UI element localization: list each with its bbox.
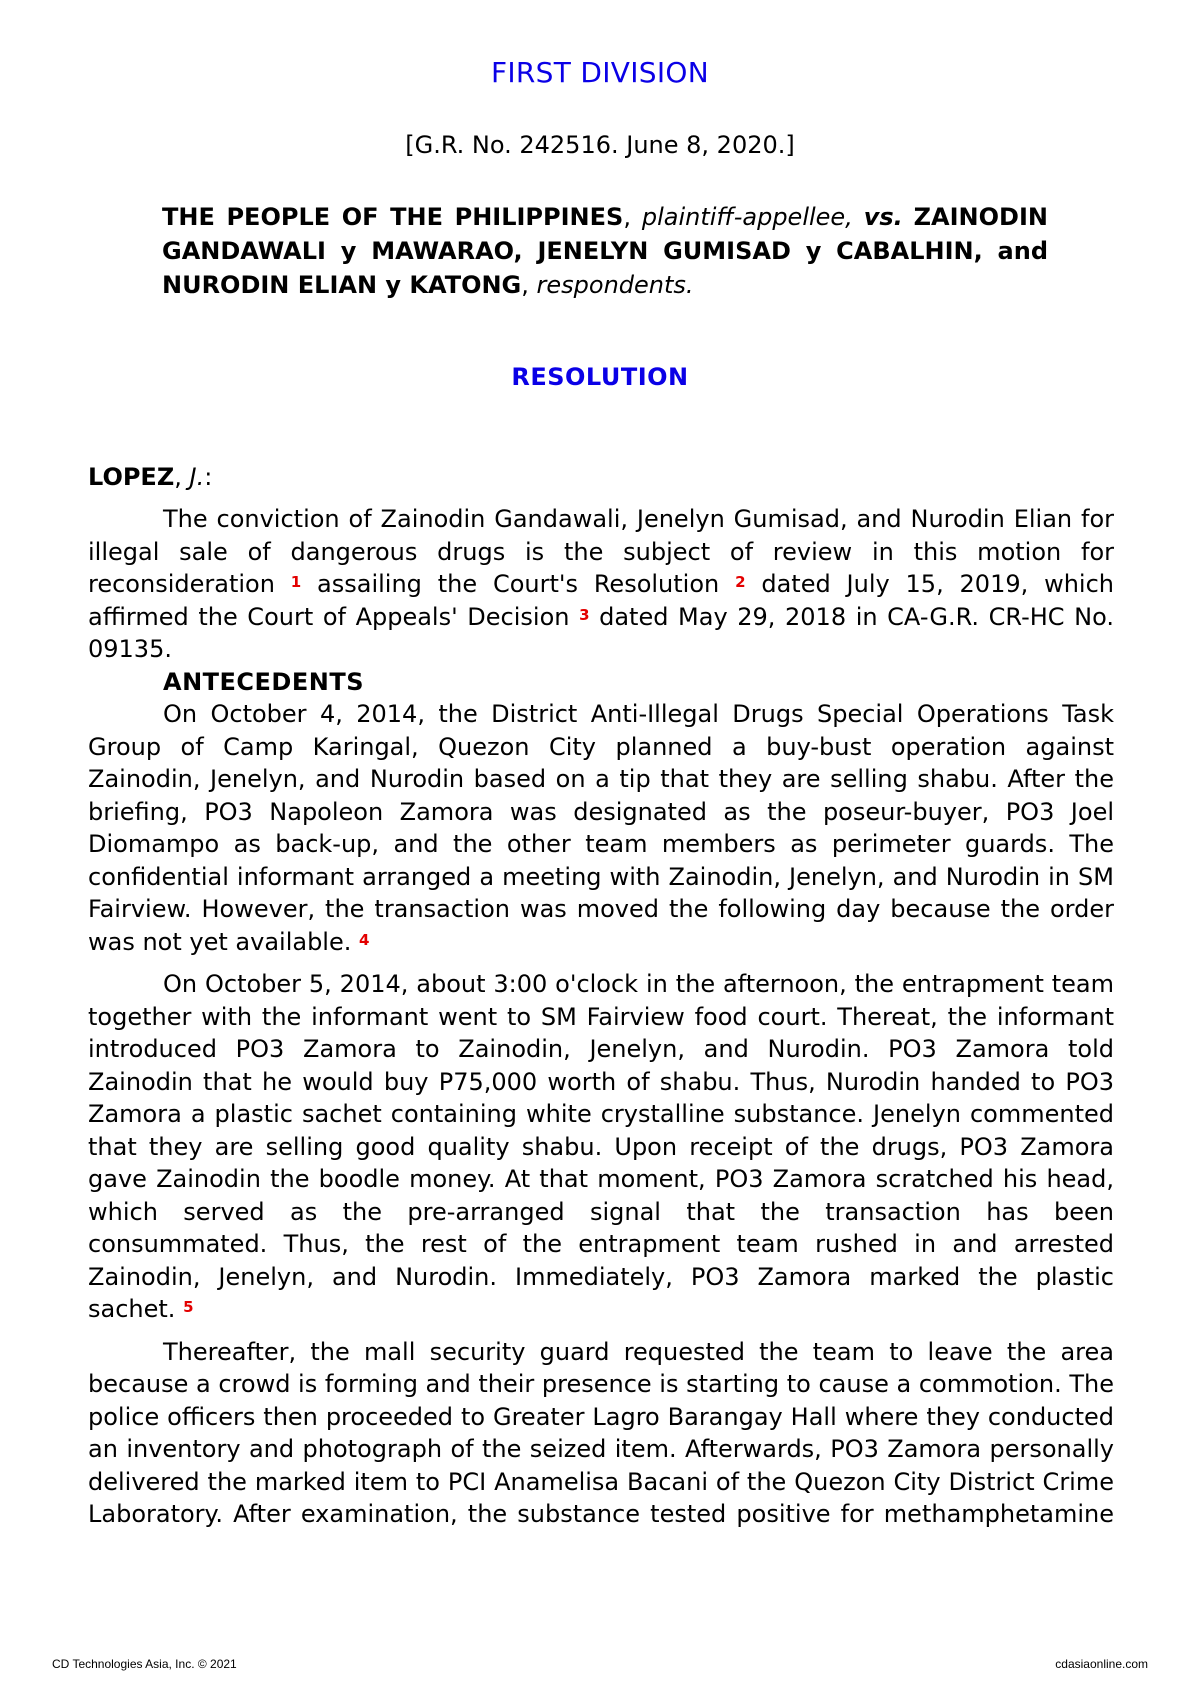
plaintiff-role: plaintiff-appellee, [641,203,853,231]
versus-label: vs. [863,203,903,231]
paragraph-4: Thereafter, the mall security guard requested the team to leave the area because a crowd is forming and their presence is starting to cause a commotion. The police officers then proceeded to Greater Lagro Barangay Hall where they conducted an inventory and photograph of the seized item. Afterwards, PO3 Zamora personally delivered the marked item to PCI Anamelisa Bacani of the Quezon City District Crime Laboratory. After examination, the substance tested positive for methamphetamine [88,1337,1114,1528]
footnote-link-5[interactable]: 5 [183,1298,194,1316]
resolution-body [88,503,1114,1531]
respondents-role: respondents. [536,271,694,299]
footnote-link-1[interactable]: 1 [290,573,302,591]
paragraph-3: On October 5, 2014, about 3:00 o'clock in the afternoon, the entrapment team together with the informant went to SM Fairview food court. Thereat, the informant introduced PO3 Zamora to Zainodin, Jenelyn, and Nurodin. PO3 Zamora told Zainodin that he would buy P75,000 worth of shabu. Thus, Nurodin handed to PO3 Zamora a plastic sachet containing white crystalline substance. Jenelyn commented that they are selling good quality shabu. Upon receipt of the drugs, PO3 Zamora gave Zainodin the boodle money. At that moment, PO3 Zamora scratched his head, which served as the pre-arranged signal that the transaction has been consummated. Thus, the rest of the entrapment team rushed in and arrested Zainodin, Jenelyn, and Nurodin. Immediately, PO3 Zamora marked the plastic sachet. $^5$ [88,970,1114,1323]
footer-copyright: CD Technologies Asia, Inc. © 2021 [52,1657,237,1671]
case-parties: THE PEOPLE OF THE PHILIPPINES, plaintiff-appellee, vs. ZAINODIN GANDAWALI y MAWARAO, JENELYN GUMISAD y CABALHIN, and NURODIN ELIAN y KATONG, respondents. [162,203,1048,299]
antecedents-heading: ANTECEDENTS [163,667,364,696]
respondents-names: ZAINODIN GANDAWALI y MAWARAO, JENELYN GUMISAD y CABALHIN, and NURODIN ELIAN y KATONG [162,203,1048,299]
paragraph-2: On October 4, 2014, the District Anti-Illegal Drugs Special Operations Task Group of Camp Karingal, Quezon City planned a buy-bust operation against Zainodin, Jenelyn, and Nurodin based on a tip that they are selling shabu. After the briefing, PO3 Napoleon Zamora was designated as the poseur-buyer, PO3 Joel Diomampo as back-up, and the other team members as perimeter guards. The confidential informant arranged a meeting with Zainodin, Jenelyn, and Nurodin in SM Fairview. However, the transaction was moved the following day because the order was not yet available. $^4$ [88,700,1114,956]
plaintiff-name: THE PEOPLE OF THE PHILIPPINES [162,203,624,231]
case-number: [G.R. No. 242516. June 8, 2020.] [405,131,795,159]
footer-website: cdasiaonline.com [1055,1657,1148,1671]
division-heading: FIRST DIVISION [490,56,710,89]
footnote-link-3[interactable]: 3 [579,605,590,624]
footnote-link-2[interactable]: 2 [735,573,746,591]
ponente-title: J. [189,463,205,491]
ponente-name: LOPEZ [88,463,175,491]
ponente: LOPEZ, J.: [88,463,213,491]
footnote-link-4[interactable]: 4 [359,930,370,949]
paragraph-1: The conviction of Zainodin Gandawali, Jenelyn Gumisad, and Nurodin Elian for illegal sale of dangerous drugs is the subject of review in this motion for reconsideration $^1$ assailing the Court's Resolution $^2$ dated July 15, 2019, which affirmed the Court of Appeals' Decision $^3$ dated May 29, 2018 in CA-G.R. CR-HC No. 09135. [88,505,1114,663]
resolution-title: RESOLUTION [511,363,689,391]
